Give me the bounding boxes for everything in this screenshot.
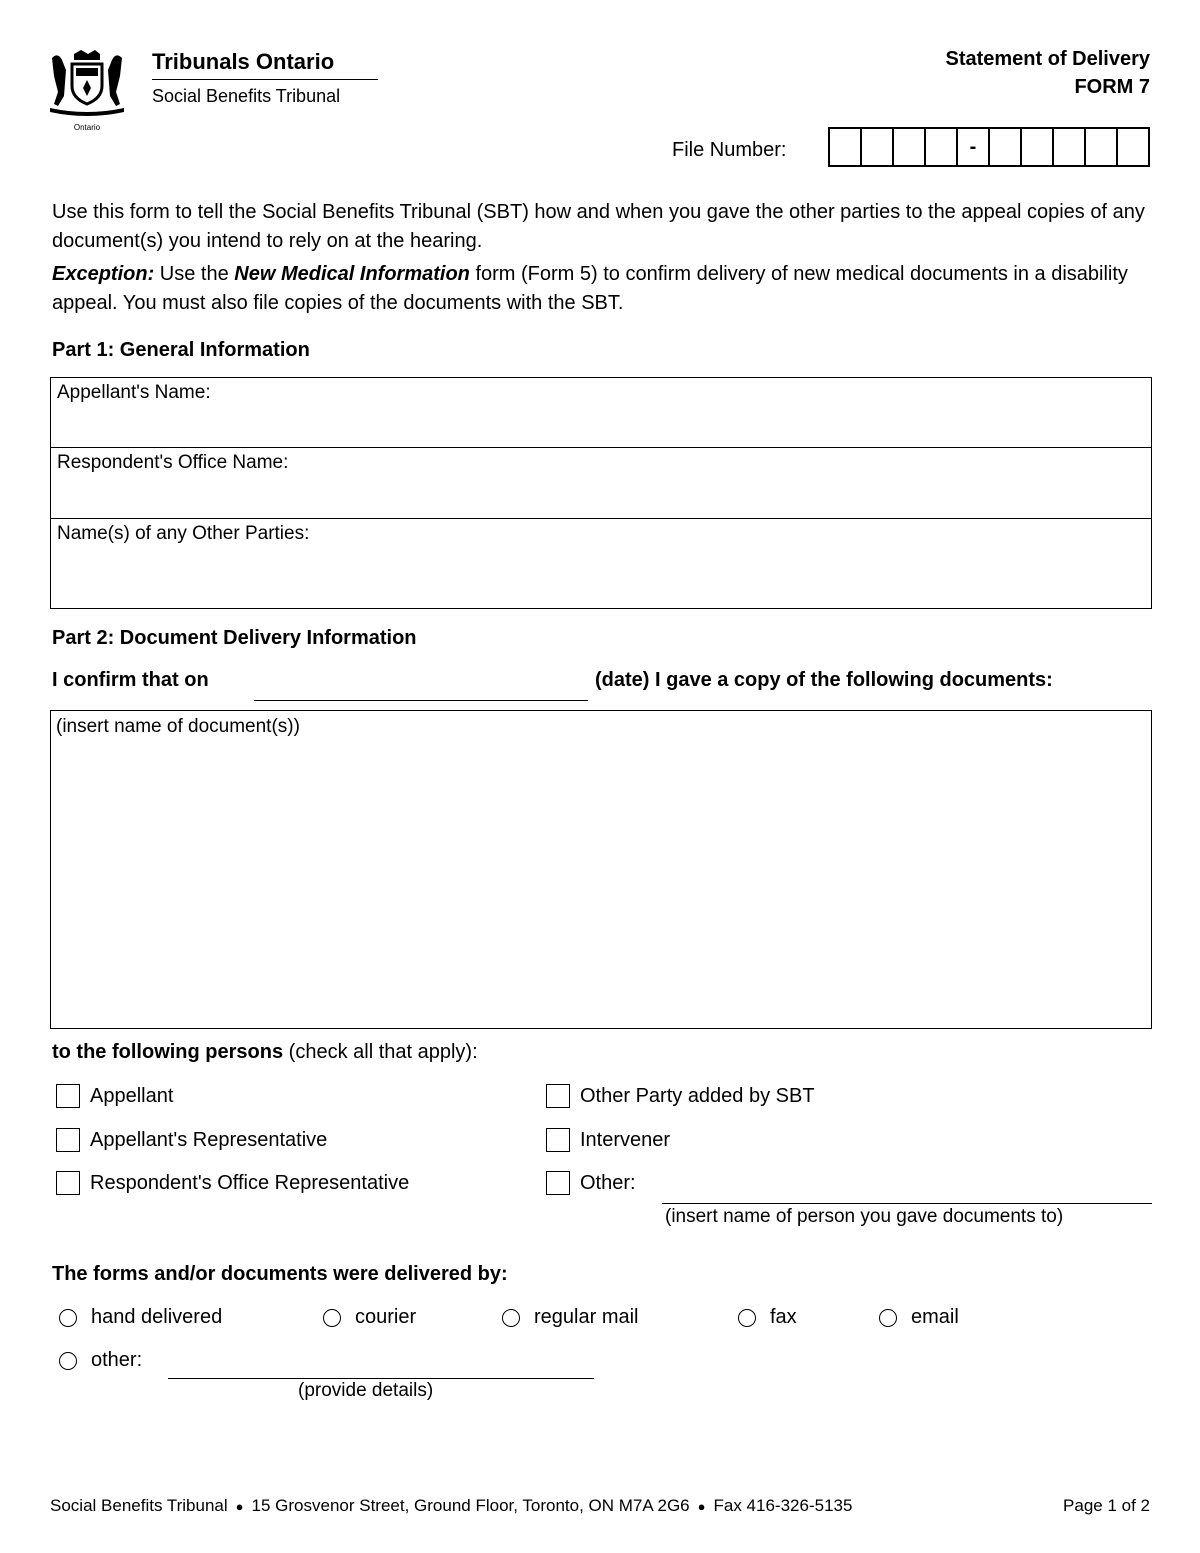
checkbox-icon[interactable] — [56, 1084, 80, 1108]
radio-label: hand delivered — [91, 1306, 223, 1328]
file-number-cell[interactable] — [862, 129, 894, 165]
confirm-suffix: (date) I gave a copy of the following documents: — [595, 669, 1053, 691]
radio-other[interactable] — [59, 1349, 142, 1372]
persons-heading-note: (check all that apply): — [283, 1041, 478, 1063]
persons-heading — [52, 1041, 478, 1064]
checkbox-label: Appellant's Representative — [90, 1128, 328, 1151]
document-title: Statement of Delivery — [945, 48, 1150, 70]
intro-text — [52, 198, 1152, 318]
file-number-cell[interactable] — [926, 129, 958, 165]
part1-heading: Part 1: General Information — [52, 339, 310, 361]
file-number-cell[interactable] — [1022, 129, 1054, 165]
file-number-field[interactable] — [828, 127, 1150, 167]
radio-circle-icon[interactable] — [502, 1309, 520, 1327]
bullet-icon: ● — [235, 1499, 244, 1514]
page-number: Page 1 of 2 — [1063, 1496, 1150, 1515]
other-parties-label: Name(s) of any Other Parties: — [57, 523, 310, 544]
org-divider — [152, 79, 378, 80]
checkbox-appellant-rep[interactable] — [56, 1128, 327, 1152]
delivered-by-heading: The forms and/or documents were delivered by: — [52, 1263, 508, 1285]
checkbox-icon[interactable] — [546, 1171, 570, 1195]
file-number-cell[interactable] — [894, 129, 926, 165]
persons-heading-bold: to the following persons — [52, 1041, 284, 1063]
checkbox-appellant[interactable] — [56, 1084, 173, 1108]
other-person-input-line[interactable] — [662, 1203, 1152, 1204]
other-parties-field[interactable] — [51, 519, 1151, 608]
general-info-table — [50, 377, 1152, 609]
exception-text: form (Form 5) to confirm delivery of new medical documents in a disability appeal. You must also file copies of the documents with the SBT. — [52, 263, 1128, 314]
confirm-prefix: I confirm that on — [52, 669, 209, 691]
radio-label: other: — [91, 1349, 143, 1371]
checkbox-other-party[interactable] — [546, 1084, 815, 1108]
appellant-name-field[interactable] — [51, 378, 1151, 448]
form-number: FORM 7 — [1074, 76, 1150, 98]
radio-circle-icon[interactable] — [323, 1309, 341, 1327]
radio-circle-icon[interactable] — [59, 1309, 77, 1327]
checkbox-icon[interactable] — [546, 1128, 570, 1152]
footer-fax: Fax 416-326-5135 — [713, 1496, 853, 1515]
radio-label: email — [911, 1306, 959, 1328]
checkbox-icon[interactable] — [56, 1128, 80, 1152]
checkbox-respondent-rep[interactable] — [56, 1171, 409, 1195]
checkbox-intervener[interactable] — [546, 1128, 670, 1152]
radio-hand-delivered[interactable] — [59, 1306, 222, 1329]
respondent-office-label: Respondent's Office Name: — [57, 452, 289, 473]
file-number-cell[interactable] — [830, 129, 862, 165]
documents-placeholder: (insert name of document(s)) — [56, 716, 300, 737]
file-number-label: File Number: — [672, 139, 787, 161]
footer-org: Social Benefits Tribunal — [50, 1496, 228, 1515]
part2-heading: Part 2: Document Delivery Information — [52, 627, 417, 649]
intro-paragraph: Use this form to tell the Social Benefits Tribunal (SBT) how and when you gave the other parties to the appeal copies of any document(s) you intend to rely on at the hearing. — [52, 201, 1145, 252]
footer-street: 15 Grosvenor Street, Ground Floor, Toronto, ON M7A 2G6 — [251, 1496, 690, 1515]
appellant-name-label: Appellant's Name: — [57, 382, 211, 403]
radio-regular-mail[interactable] — [502, 1306, 638, 1329]
radio-email[interactable] — [879, 1306, 959, 1329]
file-number-cell[interactable] — [1118, 129, 1148, 165]
other-details-input-line[interactable] — [168, 1378, 594, 1379]
checkbox-other[interactable] — [546, 1171, 636, 1195]
exception-text: Use the — [154, 263, 235, 285]
radio-circle-icon[interactable] — [738, 1309, 756, 1327]
file-number-dash: - — [958, 129, 990, 165]
svg-text:Ontario: Ontario — [73, 123, 101, 132]
new-medical-info-form-name: New Medical Information — [234, 263, 470, 285]
radio-fax[interactable] — [738, 1306, 797, 1329]
checkbox-label: Other: — [580, 1171, 636, 1194]
checkbox-label: Respondent's Office Representative — [90, 1171, 410, 1194]
checkbox-label: Intervener — [580, 1128, 671, 1151]
file-number-cell[interactable] — [1086, 129, 1118, 165]
radio-label: regular mail — [534, 1306, 639, 1328]
radio-circle-icon[interactable] — [59, 1352, 77, 1370]
radio-label: courier — [355, 1306, 417, 1328]
provide-details-hint: (provide details) — [298, 1380, 434, 1401]
ontario-coat-of-arms-logo — [44, 46, 130, 132]
file-number-cell[interactable] — [990, 129, 1022, 165]
checkbox-icon[interactable] — [546, 1084, 570, 1108]
respondent-office-field[interactable] — [51, 448, 1151, 519]
exception-label: Exception: — [52, 263, 155, 285]
checkbox-label: Appellant — [90, 1084, 174, 1107]
documents-textarea[interactable] — [50, 710, 1152, 1029]
file-number-cell[interactable] — [1054, 129, 1086, 165]
radio-courier[interactable] — [323, 1306, 416, 1329]
org-name: Tribunals Ontario — [152, 49, 335, 74]
checkbox-label: Other Party added by SBT — [580, 1084, 815, 1107]
other-person-hint: (insert name of person you gave documents to) — [665, 1206, 1064, 1227]
org-subtitle: Social Benefits Tribunal — [152, 86, 341, 106]
radio-circle-icon[interactable] — [879, 1309, 897, 1327]
exception-paragraph — [52, 260, 1152, 318]
radio-label: fax — [770, 1306, 797, 1328]
footer-address — [50, 1496, 852, 1516]
bullet-icon: ● — [697, 1499, 706, 1514]
date-input-line[interactable] — [254, 700, 588, 701]
checkbox-icon[interactable] — [56, 1171, 80, 1195]
